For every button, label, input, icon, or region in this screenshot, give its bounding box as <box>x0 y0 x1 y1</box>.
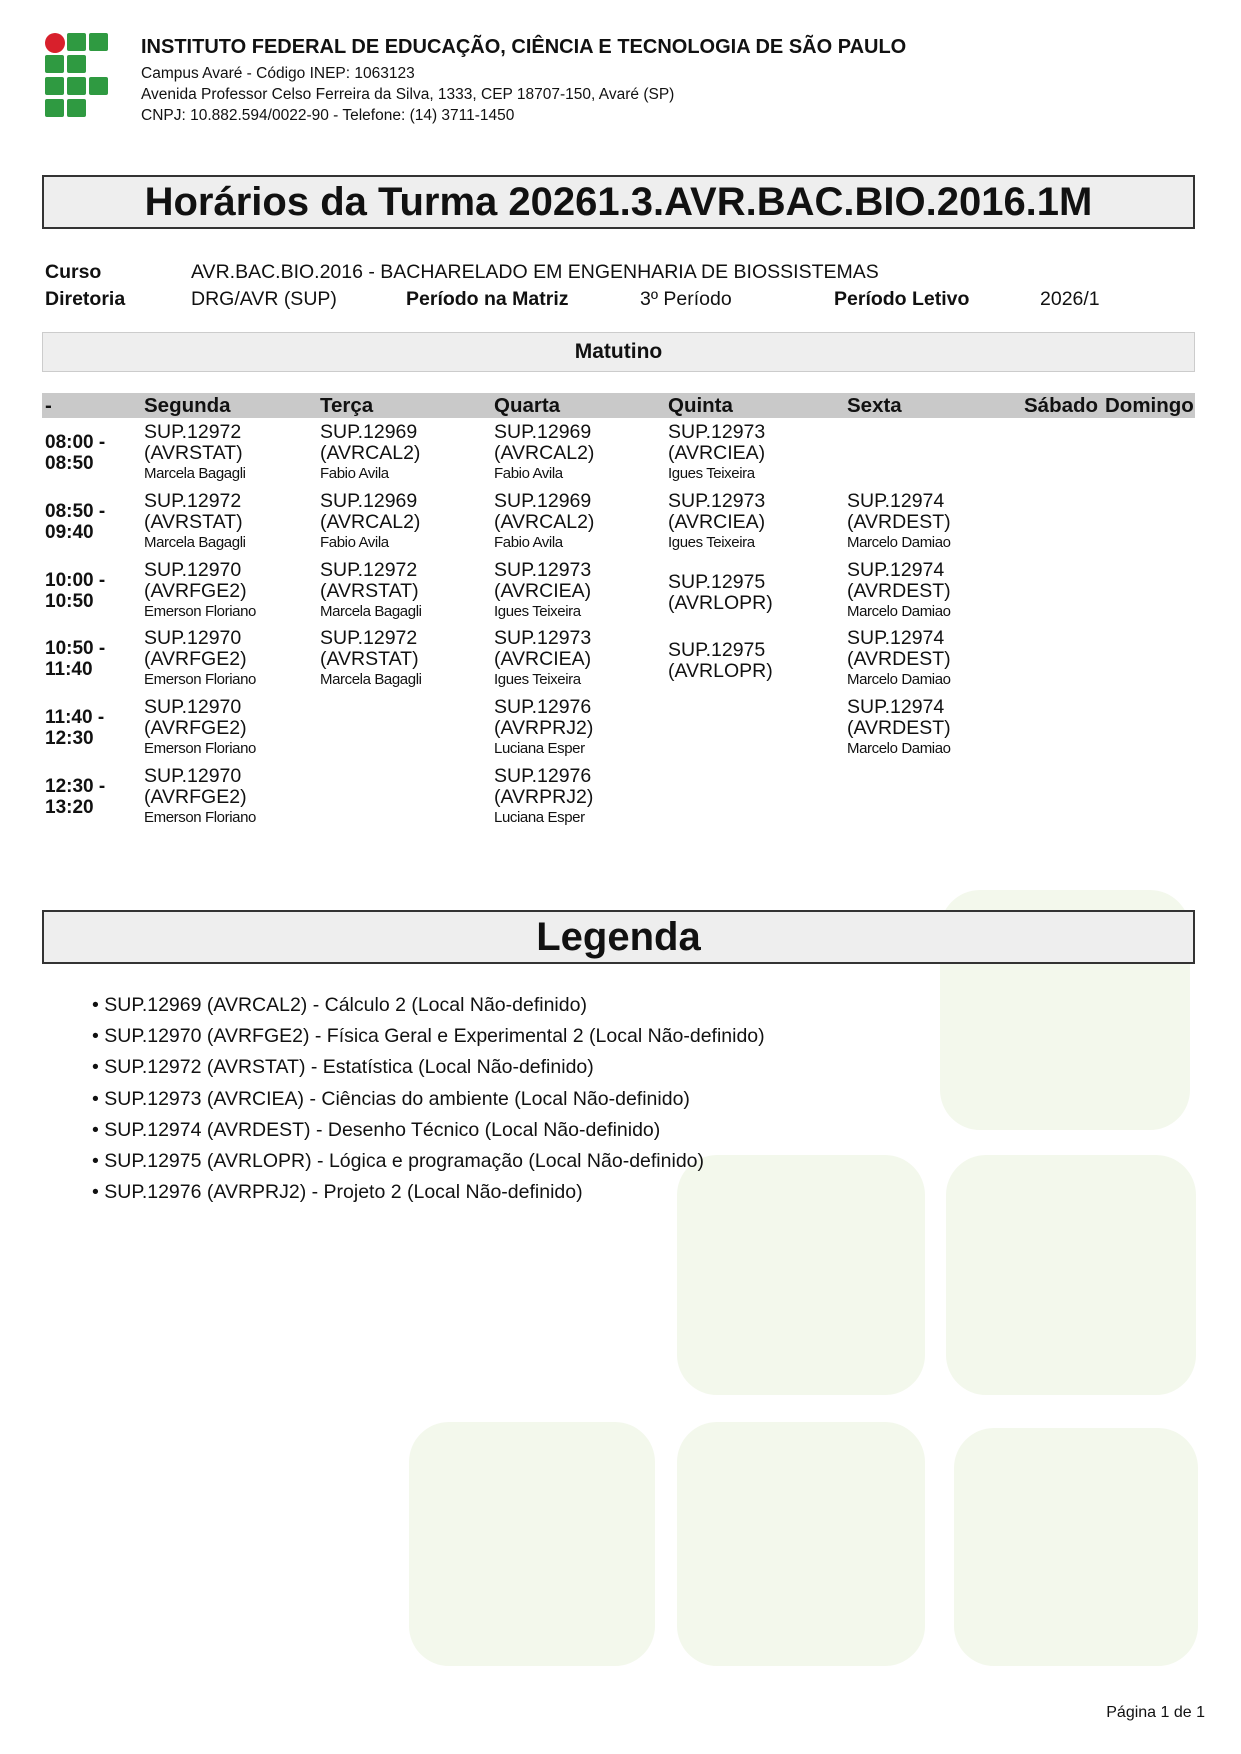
schedule-cell <box>668 572 773 614</box>
schedule-cell <box>320 491 420 553</box>
class-abbrev: (AVRDEST) <box>847 717 951 740</box>
class-professor: Fabio Avila <box>494 465 563 482</box>
class-professor: Marcelo Damiao <box>847 740 951 758</box>
schedule-cell <box>668 640 773 682</box>
time-end: 09:40 <box>45 521 94 543</box>
class-abbrev: (AVRCAL2) <box>494 442 595 464</box>
class-code: SUP.12970 <box>144 696 242 719</box>
class-abbrev: (AVRSTAT) <box>320 579 419 602</box>
legend-item: • SUP.12973 (AVRCIEA) - Ciências do ambiente (Local Não-definido) <box>92 1087 690 1110</box>
class-professor: Fabio Avila <box>320 465 389 482</box>
class-abbrev: (AVRPRJ2) <box>494 717 594 740</box>
class-abbrev: (AVRCIEA) <box>494 648 592 671</box>
institution-campus: Campus Avaré - Código INEP: 1063123 <box>141 65 415 82</box>
class-professor: Igues Teixeira <box>494 602 581 620</box>
class-code: SUP.12972 <box>144 489 242 512</box>
col-header-time: - <box>45 394 52 417</box>
class-abbrev: (AVRCAL2) <box>320 442 421 464</box>
class-professor: Marcelo Damiao <box>847 533 951 551</box>
periodo-letivo-label: Período Letivo <box>834 288 970 310</box>
class-abbrev: (AVRCIEA) <box>668 442 766 464</box>
class-abbrev: (AVRSTAT) <box>144 442 243 464</box>
schedule-cell <box>668 422 765 484</box>
class-professor: Fabio Avila <box>320 533 389 551</box>
schedule-cell <box>144 628 256 690</box>
class-code: SUP.12976 <box>494 765 592 787</box>
time-slot <box>45 501 105 543</box>
class-code: SUP.12970 <box>144 765 242 787</box>
schedule-cell <box>144 491 246 553</box>
page-number: Página 1 de 1 <box>1106 1704 1205 1721</box>
time-start: 08:50 - <box>45 500 106 522</box>
time-start: 08:00 - <box>45 432 106 453</box>
class-professor: Luciana Esper <box>494 809 585 826</box>
institution-logo <box>45 33 109 117</box>
schedule-cell <box>494 766 593 828</box>
col-header-sabado: Sábado <box>1024 394 1099 417</box>
legend-item: • SUP.12969 (AVRCAL2) - Cálculo 2 (Local Não-definido) <box>92 994 587 1016</box>
class-professor: Emerson Floriano <box>144 740 256 758</box>
time-slot <box>45 638 105 680</box>
time-slot <box>45 570 105 612</box>
class-professor: Fabio Avila <box>494 533 563 551</box>
legend-item: • SUP.12970 (AVRFGE2) - Física Geral e Experimental 2 (Local Não-definido) <box>92 1025 765 1048</box>
schedule-cell <box>320 628 422 690</box>
periodo-matriz-label: Período na Matriz <box>406 288 569 310</box>
time-end: 11:40 <box>45 659 93 681</box>
class-professor: Igues Teixeira <box>668 465 755 482</box>
curso-label: Curso <box>45 261 102 283</box>
legend-item: • SUP.12976 (AVRPRJ2) - Projeto 2 (Local Não-definido) <box>92 1181 583 1204</box>
time-slot <box>45 707 104 749</box>
class-code: SUP.12973 <box>668 489 766 512</box>
legend-list <box>92 994 765 1212</box>
class-abbrev: (AVRSTAT) <box>320 648 419 671</box>
col-header-quarta: Quarta <box>494 394 561 417</box>
schedule-cell <box>494 628 591 690</box>
class-abbrev: (AVRFGE2) <box>144 648 247 671</box>
schedule-cell <box>144 766 256 828</box>
schedule-cell <box>494 560 591 622</box>
class-abbrev: (AVRSTAT) <box>144 510 243 533</box>
class-professor: Emerson Floriano <box>144 671 256 689</box>
class-abbrev: (AVRLOPR) <box>668 660 773 683</box>
class-code: SUP.12973 <box>494 558 592 581</box>
class-professor: Igues Teixeira <box>494 671 581 689</box>
class-code: SUP.12974 <box>847 696 945 719</box>
schedule-cell <box>494 491 594 553</box>
class-professor: Emerson Floriano <box>144 602 256 620</box>
schedule-cell <box>144 422 246 484</box>
periodo-matriz-value: 3º Período <box>640 288 732 310</box>
time-slot <box>45 432 105 474</box>
time-end: 12:30 <box>45 728 94 750</box>
legend-title: Legenda <box>42 910 1195 964</box>
class-code: SUP.12972 <box>320 627 418 650</box>
class-professor: Marcelo Damiao <box>847 602 951 620</box>
col-header-domingo: Domingo <box>1105 394 1194 417</box>
shift-header: Matutino <box>42 332 1195 372</box>
class-professor: Marcela Bagagli <box>320 671 422 689</box>
class-abbrev: (AVRPRJ2) <box>494 786 594 808</box>
time-start: 11:40 - <box>45 707 105 729</box>
class-professor: Marcela Bagagli <box>144 465 246 482</box>
time-end: 13:20 <box>45 797 94 818</box>
class-abbrev: (AVRDEST) <box>847 648 951 671</box>
class-abbrev: (AVRFGE2) <box>144 786 247 808</box>
class-professor: Luciana Esper <box>494 740 585 758</box>
class-code: SUP.12970 <box>144 558 242 581</box>
col-header-segunda: Segunda <box>144 394 231 417</box>
schedule-cell <box>320 560 422 622</box>
time-start: 12:30 - <box>45 776 106 797</box>
class-abbrev: (AVRFGE2) <box>144 579 247 602</box>
schedule-cell <box>494 422 594 484</box>
col-header-quinta: Quinta <box>668 394 733 417</box>
class-code: SUP.12974 <box>847 489 945 512</box>
schedule-cell <box>847 560 951 622</box>
institution-header <box>141 36 906 126</box>
institution-contact: CNPJ: 10.882.594/0022-90 - Telefone: (14) 3711-1450 <box>141 107 515 124</box>
class-code: SUP.12973 <box>668 421 766 443</box>
schedule-cell <box>847 697 951 759</box>
class-abbrev: (AVRCAL2) <box>320 510 421 533</box>
time-slot <box>45 776 105 818</box>
class-code: SUP.12975 <box>668 570 766 593</box>
class-abbrev: (AVRCIEA) <box>494 579 592 602</box>
class-professor: Igues Teixeira <box>668 533 755 551</box>
periodo-letivo-value: 2026/1 <box>1040 288 1100 310</box>
schedule-cell <box>144 697 256 759</box>
class-abbrev: (AVRLOPR) <box>668 591 773 614</box>
class-code: SUP.12970 <box>144 627 242 650</box>
class-code: SUP.12976 <box>494 696 592 719</box>
class-professor: Marcela Bagagli <box>320 602 422 620</box>
class-code: SUP.12972 <box>320 558 418 581</box>
class-code: SUP.12974 <box>847 627 945 650</box>
institution-name: INSTITUTO FEDERAL DE EDUCAÇÃO, CIÊNCIA E TECNOLOGIA DE SÃO PAULO <box>141 36 907 58</box>
diretoria-value: DRG/AVR (SUP) <box>191 288 337 310</box>
legend-item: • SUP.12972 (AVRSTAT) - Estatística (Local Não-definido) <box>92 1056 594 1079</box>
class-code: SUP.12973 <box>494 627 592 650</box>
institution-address: Avenida Professor Celso Ferreira da Silva, 1333, CEP 18707-150, Avaré (SP) <box>141 86 675 103</box>
class-code: SUP.12975 <box>668 639 766 662</box>
diretoria-label: Diretoria <box>45 288 126 310</box>
class-code: SUP.12969 <box>320 421 418 443</box>
class-code: SUP.12969 <box>494 421 592 443</box>
class-abbrev: (AVRFGE2) <box>144 717 247 740</box>
schedule-cell <box>847 491 951 553</box>
time-end: 08:50 <box>45 453 94 474</box>
schedule-cell <box>320 422 420 484</box>
col-header-sexta: Sexta <box>847 394 902 417</box>
class-code: SUP.12972 <box>144 421 242 443</box>
col-header-terca: Terça <box>320 394 374 417</box>
class-professor: Marcela Bagagli <box>144 533 246 551</box>
class-abbrev: (AVRDEST) <box>847 579 951 602</box>
time-start: 10:00 - <box>45 569 106 591</box>
page-title: Horários da Turma 20261.3.AVR.BAC.BIO.2016.1M <box>42 175 1195 229</box>
curso-value: AVR.BAC.BIO.2016 - BACHARELADO EM ENGENHARIA DE BIOSSISTEMAS <box>191 261 879 283</box>
class-professor: Marcelo Damiao <box>847 671 951 689</box>
time-end: 10:50 <box>45 590 94 612</box>
class-code: SUP.12969 <box>320 489 418 512</box>
time-start: 10:50 - <box>45 638 106 660</box>
schedule-cell <box>494 697 593 759</box>
schedule-cell <box>668 491 765 553</box>
class-abbrev: (AVRCAL2) <box>494 510 595 533</box>
class-code: SUP.12969 <box>494 489 592 512</box>
legend-item: • SUP.12975 (AVRLOPR) - Lógica e programação (Local Não-definido) <box>92 1149 705 1172</box>
class-abbrev: (AVRCIEA) <box>668 510 766 533</box>
class-professor: Emerson Floriano <box>144 809 256 826</box>
class-abbrev: (AVRDEST) <box>847 510 951 533</box>
schedule-cell <box>144 560 256 622</box>
legend-item: • SUP.12974 (AVRDEST) - Desenho Técnico (Local Não-definido) <box>92 1118 661 1141</box>
schedule-cell <box>847 628 951 690</box>
table-header-row <box>42 393 1195 418</box>
class-code: SUP.12974 <box>847 558 945 581</box>
